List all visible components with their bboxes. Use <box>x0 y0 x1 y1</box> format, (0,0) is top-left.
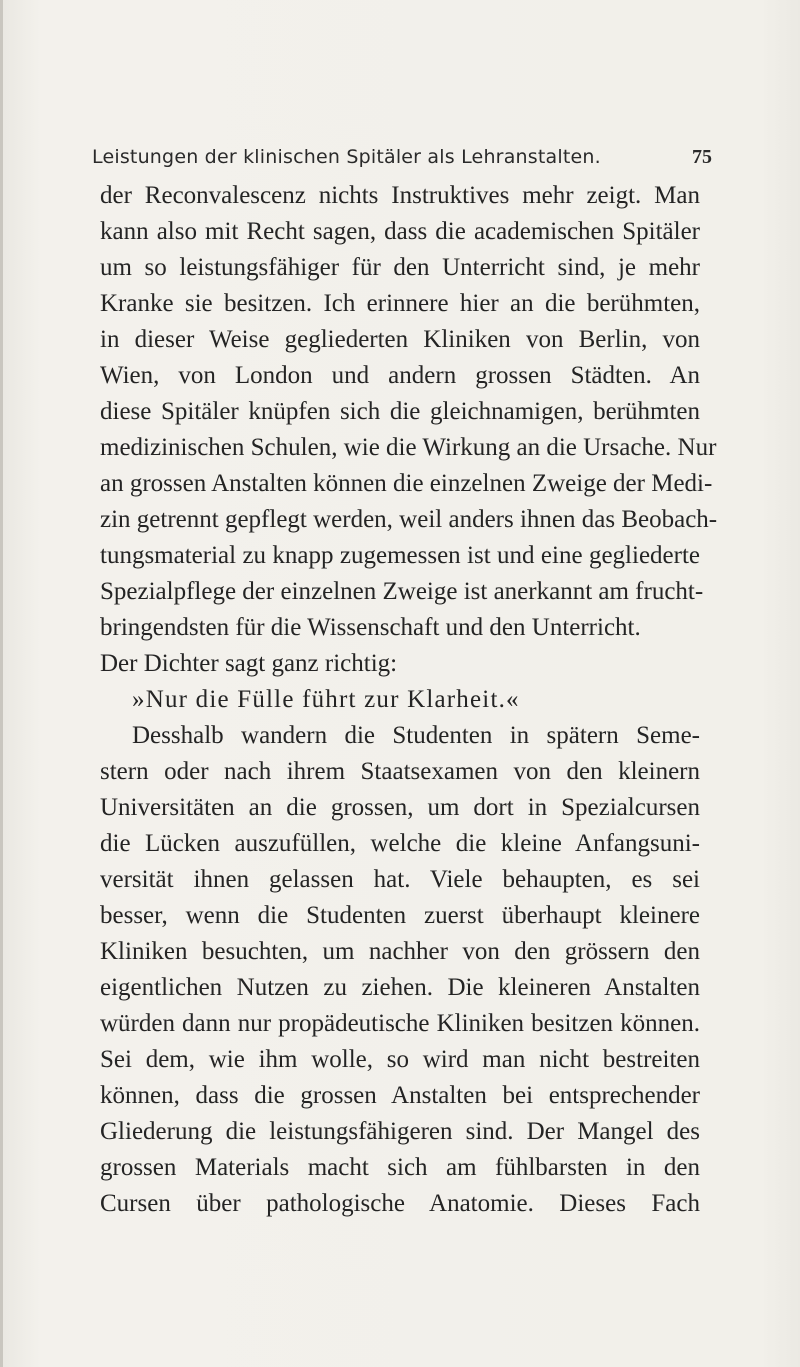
running-title: Leistungen der klinischen Spitäler als Lehranstalten. <box>92 146 601 168</box>
text-line: Kranke sie besitzen. Ich erinnere hier an die berühmten, <box>100 290 700 317</box>
text-line: besser, wenn die Studenten zuerst überhaupt kleinere <box>100 902 700 929</box>
text-line: würden dann nur propädeutische Kliniken besitzen können. <box>100 1010 700 1037</box>
text-line: an grossen Anstalten können die einzelnen Zweige der Medi- <box>100 470 713 497</box>
text-line: zin getrennt gepflegt werden, weil anders ihnen das Beobach- <box>100 506 718 533</box>
text-line: tungsmaterial zu knapp zugemessen ist und eine gegliederte <box>100 542 700 569</box>
text-line: versität ihnen gelassen hat. Viele behaupten, es sei <box>100 866 700 893</box>
text-line: kann also mit Recht sagen, dass die academischen Spitäler <box>100 218 700 245</box>
text-line: der Reconvalescenz nichts Instruktives mehr zeigt. Man <box>100 182 700 209</box>
page-number: 75 <box>692 146 712 168</box>
text-line: Spezialpflege der einzelnen Zweige ist anerkannt am frucht- <box>100 578 704 605</box>
text-line: Kliniken besuchten, um nachher von den grössern den <box>100 938 700 965</box>
text-line: diese Spitäler knüpfen sich die gleichnamigen, berühmten <box>100 398 700 425</box>
text-line: bringendsten für die Wissenschaft und den Unterricht. <box>100 614 641 641</box>
text-line: die Lücken auszufüllen, welche die kleine Anfangsuni- <box>100 830 700 857</box>
quote-line: »Nur die Fülle führt zur Klarheit.« <box>132 686 520 713</box>
text-line: Sei dem, wie ihm wolle, so wird man nicht bestreiten <box>100 1046 700 1073</box>
text-line: stern oder nach ihrem Staatsexamen von den kleinern <box>100 758 700 785</box>
text-line: Der Dichter sagt ganz richtig: <box>100 650 398 677</box>
page-edge <box>0 0 3 1367</box>
text-line: grossen Materials macht sich am fühlbarsten in den <box>100 1154 700 1181</box>
text-line: können, dass die grossen Anstalten bei entsprechender <box>100 1082 700 1109</box>
text-line: Wien, von London und andern grossen Städten. An <box>100 362 700 389</box>
text-line: medizinischen Schulen, wie die Wirkung an die Ursache. Nur <box>100 434 717 461</box>
text-line: eigentlichen Nutzen zu ziehen. Die kleineren Anstalten <box>100 974 700 1001</box>
text-line: Gliederung die leistungsfähigeren sind. Der Mangel des <box>100 1118 700 1145</box>
text-line: um so leistungsfähiger für den Unterricht sind, je mehr <box>100 254 700 281</box>
text-line: in dieser Weise gegliederten Kliniken von Berlin, von <box>100 326 700 353</box>
page-header <box>92 146 712 174</box>
text-line: Universitäten an die grossen, um dort in Spezialcursen <box>100 794 700 821</box>
text-line: Cursen über pathologische Anatomie. Dieses Fach <box>100 1190 700 1217</box>
text-line: Desshalb wandern die Studenten in spätern Seme- <box>132 722 700 749</box>
